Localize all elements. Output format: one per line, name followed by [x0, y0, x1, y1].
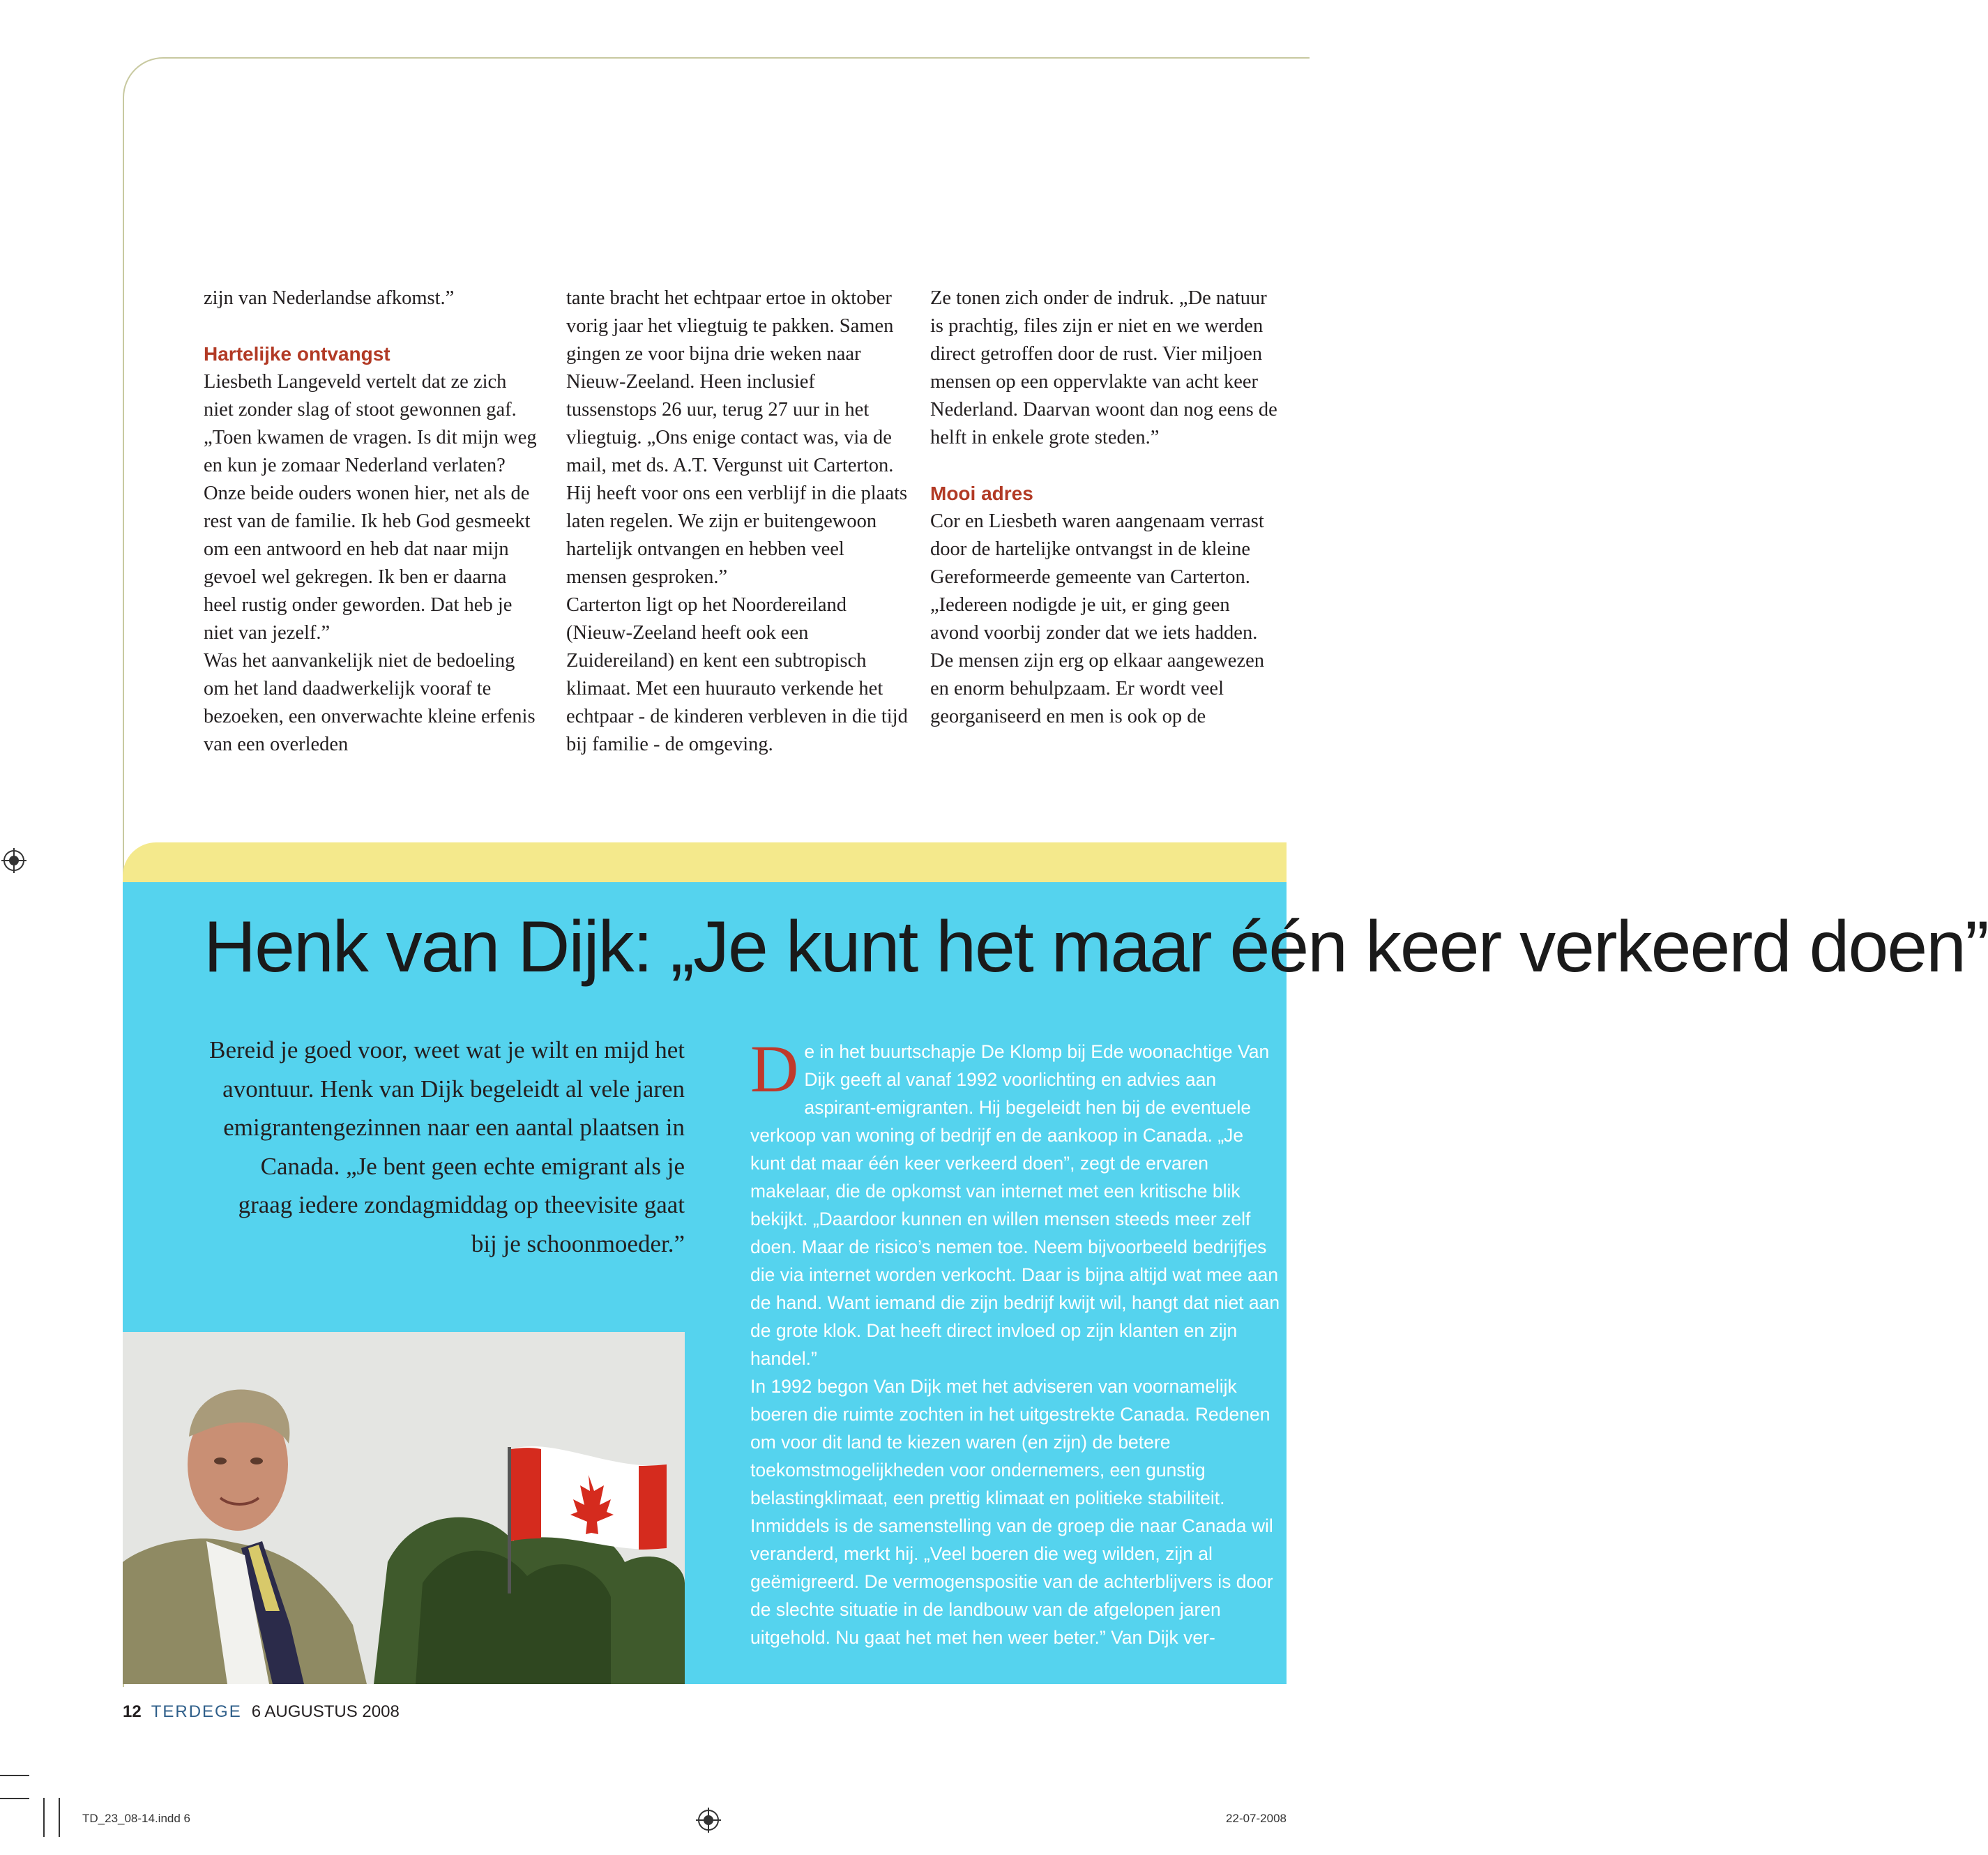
subheading-hartelijke-ontvangst: Hartelijke ontvangst	[204, 343, 390, 365]
feature-headline: Henk van Dijk: „Je kunt het maar één keer verkeerd doen”	[204, 907, 1988, 987]
paragraph: Was het aanvankelijk niet de bedoeling om het land daadwerkelijk vooraf te bezoeken, een onverwachte kleine erfenis van een overleden	[204, 650, 536, 755]
paragraph: tante bracht het echtpaar ertoe in oktober vorig jaar het vliegtuig te pakken. Samen gingen ze voor bijna drie weken naar Nieuw-Zeeland. Heen inclusief tussenstops 26 uur, terug 27 uur in het vliegtuig. „Ons enige contact was, via de mail, met ds. A.T. Vergunst uit Carterton. Hij heeft voor ons een verblijf in die plaats laten regelen. We zijn er buitengewoon hartelijk ontvangen en hebben veel mensen gesproken.”	[566, 287, 908, 588]
paragraph: Ze tonen zich onder de indruk. „De natuur is prachtig, files zijn er niet en we werden direct getroffen door de rust. Vier miljoen mensen op een oppervlakte van acht keer Nederland. Daarvan woont dan nog eens de helft in enkele grote steden.”	[930, 287, 1277, 448]
subheading-mooi-adres: Mooi adres	[930, 483, 1033, 504]
photo-illustration	[123, 1332, 685, 1684]
crop-mark	[59, 1798, 60, 1837]
slug-date: 22-07-2008	[1226, 1812, 1287, 1825]
registration-mark-icon	[1, 848, 26, 873]
paragraph: Carterton ligt op het Noordereiland (Nieuw-Zeeland heeft ook een Zuidereiland) en kent een subtropisch klimaat. Met een huurauto verkende het echtpaar - de kinderen verbleven in die tijd bij familie - de omgeving.	[566, 594, 908, 755]
article-column-1	[204, 285, 538, 759]
crop-mark	[0, 1798, 29, 1799]
feature-paragraph-1	[750, 1031, 1280, 1372]
paragraph: Liesbeth Langeveld vertelt dat ze zich niet zonder slag of stoot gewonnen gaf. „Toen kwamen de vragen. Is dit mijn weg en kun je zomaar Nederland verlaten? Onze beide ouders wonen hier, net als de rest van de familie. Ik heb God gesmeekt om een antwoord en heb dat naar mijn gevoel wel gekregen. Ik ben er daarna heel rustig onder geworden. Dat heb je niet van jezelf.”	[204, 371, 537, 644]
crop-mark	[43, 1798, 45, 1837]
drop-cap: D	[750, 1031, 799, 1106]
folio	[123, 1702, 400, 1722]
feature-body	[750, 1031, 1280, 1651]
portrait-photo	[123, 1332, 685, 1684]
article-column-2	[566, 285, 908, 759]
feature-paragraph-2: In 1992 begon Van Dijk met het adviseren van voornamelijk boeren die ruimte zochten in het uitgestrekte Canada. Redenen om voor dit land te kiezen waren (en zijn) de betere toekomstmogelijkheden voor ondernemers, een gunstig belastingklimaat, een prettig klimaat en politieke stabiliteit. Inmiddels is de samenstelling van de groep die naar Canada wil veranderd, merkt hij. „Veel boeren die weg wilden, zijn al geëmigreerd. De vermogenspositie van de achterblijvers is door de slechte situatie in de landbouw van de afgelopen jaren uitgehold. Nu gaat het met hen weer beter.” Van Dijk ver-	[750, 1376, 1273, 1648]
slug-filename: TD_23_08-14.indd 6	[82, 1812, 191, 1825]
feature-intro: Bereid je goed voor, weet wat je wilt en mijd het avontuur. Henk van Dijk begeleidt al vele jaren emigrantengezinnen naar een aantal plaatsen in Canada. „Je bent geen echte emigrant als je graag iedere zondagmiddag op theevisite gaat bij je schoonmoeder.”	[209, 1036, 685, 1257]
registration-mark-icon	[696, 1808, 721, 1833]
crop-mark	[0, 1775, 29, 1776]
issue-date: 6 AUGUSTUS 2008	[251, 1702, 400, 1721]
paragraph: zijn van Nederlandse afkomst.”	[204, 287, 455, 309]
article-column-3	[930, 285, 1279, 731]
page-number: 12	[123, 1702, 142, 1721]
magazine-name: TERDEGE	[151, 1702, 242, 1721]
feature-paragraph-1-text: e in het buurtschapje De Klomp bij Ede woonachtige Van Dijk geeft al vanaf 1992 voorlichting en advies aan aspirant-emigranten. Hij begeleidt hen bij de eventuele verkoop van woning of bedrijf en de aankoop in Canada. „Je kunt dat maar één keer verkeerd doen”, zegt de ervaren makelaar, die de opkomst van internet met een kritische blik bekijkt. „Daardoor kunnen en willen mensen steeds meer zelf doen. Maar de risico’s nemen toe. Neem bijvoorbeeld bedrijfjes die via internet worden verkocht. Daar is bijna altijd wat mee aan de hand. Want iemand die zijn bedrijf kwijt wil, hangt dat niet aan de grote klok. Dat heeft direct invloed op zijn klanten en zijn handel.”	[750, 1041, 1280, 1369]
paragraph: Cor en Liesbeth waren aangenaam verrast door de hartelijke ontvangst in de kleine Gereformeerde gemeente van Carterton. „Iedereen nodigde je uit, er ging geen avond voorbij zonder dat we iets hadden. De mensen zijn erg op elkaar aangewezen en enorm behulpzaam. Er wordt veel georganiseerd en men is ook op de	[930, 510, 1264, 727]
